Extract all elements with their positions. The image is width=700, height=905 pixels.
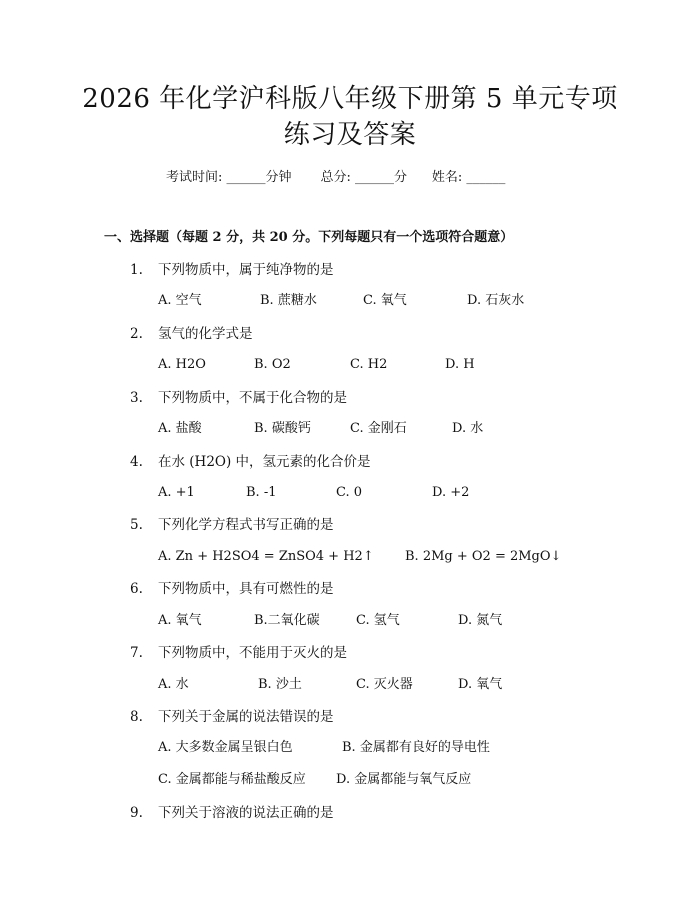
- option-a: A. +1: [158, 485, 195, 500]
- question-number: 7.: [130, 645, 143, 661]
- student-name-label: 姓名:: [431, 170, 463, 185]
- question-number: 5.: [130, 517, 143, 533]
- exam-time-label: 考试时间:: [166, 170, 223, 185]
- option-c: C. 金属都能与稀盐酸反应: [158, 772, 306, 787]
- option-b: B. 碳酸钙: [254, 421, 311, 436]
- question-stem: 氢气的化学式是: [158, 326, 253, 342]
- option-d: D. 金属都能与氧气反应: [336, 772, 472, 787]
- question-number: 4.: [130, 454, 143, 470]
- option-a: A. H2O: [158, 357, 206, 372]
- exam-time-unit: 分钟: [265, 170, 292, 185]
- option-a: A. 水: [158, 677, 189, 692]
- question-stem: 下列物质中，不能用于灭火的是: [158, 645, 347, 661]
- question-number: 8.: [130, 709, 143, 725]
- option-d: D. 石灰水: [467, 293, 525, 308]
- option-a: A. Zn + H2SO4 = ZnSO4 + H2↑: [158, 549, 374, 564]
- question-stem: 下列物质中，属于纯净物的是: [158, 262, 334, 278]
- option-b: B.二氧化碳: [254, 613, 320, 628]
- option-d: D. 氮气: [458, 613, 503, 628]
- question-stem: 下列关于溶液的说法正确的是: [158, 805, 334, 821]
- document-title-line-2: 练习及答案: [283, 120, 417, 150]
- option-a: A. 氧气: [158, 613, 202, 628]
- option-b: B. 金属都有良好的导电性: [342, 740, 490, 755]
- question-number: 1.: [130, 262, 143, 278]
- option-d: D. +2: [432, 485, 470, 500]
- question-stem: 下列物质中，具有可燃性的是: [158, 581, 334, 597]
- exam-info-line: [166, 169, 505, 187]
- section-heading-multiple-choice: 一、选择题（每题 2 分，共 20 分。下列每题只有一个选项符合题意）: [104, 230, 514, 245]
- option-c: C. 氢气: [356, 613, 400, 628]
- option-c: C. 氧气: [363, 293, 407, 308]
- option-a: A. 盐酸: [158, 421, 202, 436]
- question-number: 6.: [130, 581, 143, 597]
- total-score-unit: 分: [394, 170, 408, 185]
- question-number: 9.: [130, 805, 143, 821]
- document-title-line-1: 2026 年化学沪科版八年级下册第 5 单元专项: [82, 84, 618, 114]
- option-b: B. 2Mg + O2 = 2MgO↓: [405, 549, 562, 564]
- option-b: B. 蔗糖水: [260, 293, 317, 308]
- option-b: B. O2: [254, 357, 291, 372]
- option-d: D. 水: [452, 421, 484, 436]
- question-stem: 下列物质中，不属于化合物的是: [158, 390, 347, 406]
- question-number: 2.: [130, 326, 143, 342]
- exam-time-blank: ______: [226, 170, 266, 185]
- option-b: B. -1: [246, 485, 277, 500]
- option-a: A. 空气: [158, 293, 202, 308]
- option-d: D. H: [445, 357, 475, 372]
- question-stem: 下列关于金属的说法错误的是: [158, 709, 334, 725]
- question-stem: 下列化学方程式书写正确的是: [158, 517, 334, 533]
- option-a: A. 大多数金属呈银白色: [158, 740, 293, 755]
- question-stem: 在水 (H2O) 中，氢元素的化合价是: [158, 454, 371, 470]
- option-c: C. 灭火器: [356, 677, 413, 692]
- option-c: C. 0: [336, 485, 363, 500]
- total-score-blank: ______: [355, 170, 395, 185]
- option-b: B. 沙土: [258, 677, 302, 692]
- student-name-blank: ______: [466, 170, 506, 185]
- option-d: D. 氧气: [458, 677, 503, 692]
- option-c: C. H2: [350, 357, 388, 372]
- question-number: 3.: [130, 390, 143, 406]
- option-c: C. 金刚石: [350, 421, 407, 436]
- total-score-label: 总分:: [320, 170, 351, 185]
